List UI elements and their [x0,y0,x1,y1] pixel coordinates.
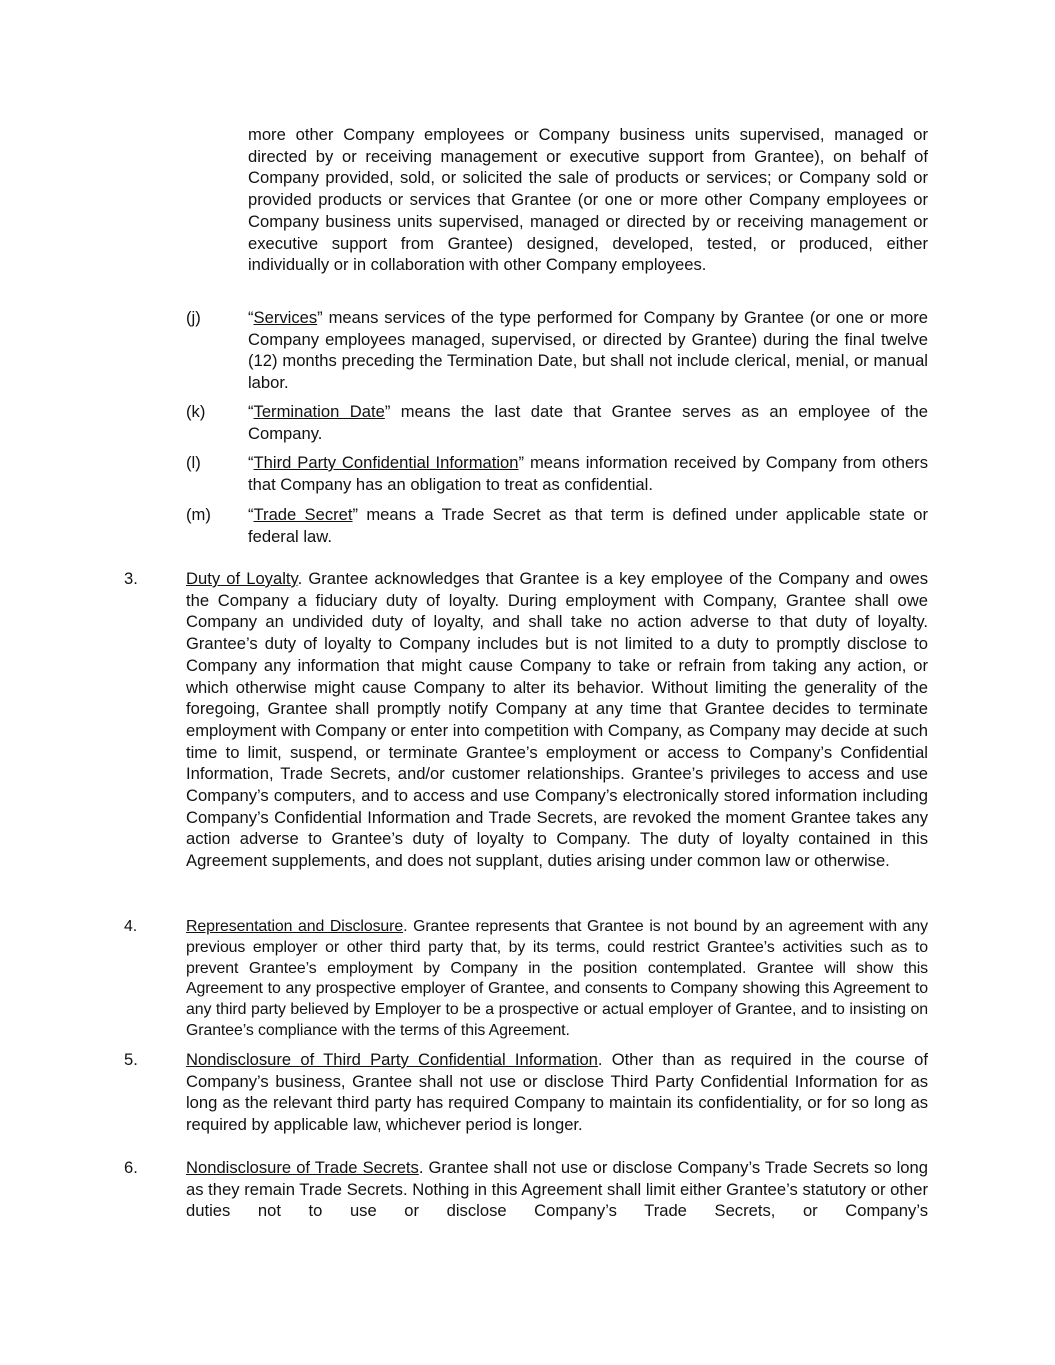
continuation-paragraph [248,124,928,276]
section-number-6: 6. [124,1158,138,1177]
definition-trade-secret [248,504,928,547]
defined-term-services: Services [253,308,318,327]
section-heading: Representation and Disclosure [186,918,404,935]
definition-text: ” means information received by Company from others that Company has an obligation to treat as confidential. [248,453,928,494]
section-number-4: 4. [124,918,138,935]
definition-label-m: (m) [186,505,211,524]
section-text: . Other than as required in the course of Company’s business, Grantee shall not use or disclose Third Party Confidential Information for as long as the relevant third party has required Company to maintain its confidentiality, or for so long as required by applicable law, whichever period is longer. [186,1050,928,1135]
section-representation-and-disclosure [186,917,928,1042]
section-text: . Grantee represents that Grantee is not bound by an agreement with any previous employer or other third party that, by its terms, could restrict Grantee’s activities such as to prevent Grantee’s employment by Company in the position contemplated. Grantee will show this Agreement to any prospective employer of Grantee, and consents to Company showing this Agreement to any third party believed by Employer to be a prospective or actual employer of Grantee, and to insisting on Grantee’s compliance with the terms of this Agreement. [186,918,928,1039]
section-duty-of-loyalty [186,568,928,872]
definition-text: ” means a Trade Secret as that term is defined under applicable state or federal law. [248,505,928,546]
definition-termination-date [248,401,928,444]
defined-term-third-party-confidential-information: Third Party Confidential Information [253,453,519,472]
definition-label-j: (j) [186,308,201,327]
section-nondisclosure-third-party [186,1049,928,1136]
section-nondisclosure-trade-secrets [186,1157,928,1222]
open-quote: “ [248,308,254,327]
definition-label-k: (k) [186,402,206,421]
section-heading: Nondisclosure of Trade Secrets [186,1158,419,1177]
continuation-text: more other Company employees or Company business units supervised, managed or directed by or receiving management or executive support from Grantee), on behalf of Company provided, sold, or solicited the sale of products or services; or Company sold or provided products or services that Grantee (or one or more other Company employees or Company business units supervised, managed or directed by or receiving management or executive support from Grantee) designed, developed, tested, or produced, either individually or in collaboration with other Company employees. [248,125,928,275]
defined-term-trade-secret: Trade Secret [253,505,353,524]
section-text: . Grantee acknowledges that Grantee is a key employee of the Company and owes the Company a fiduciary duty of loyalty. During employment with Company, Grantee shall owe Company an undivided duty of loyalty, and shall take no action adverse to that duty of loyalty. Grantee’s duty of loyalty to Company includes but is not limited to a duty to promptly disclose to Company any information that might cause Company to take or refrain from taking any action, or which otherwise might cause Company to alter its behavior. Without limiting the generality of the foregoing, Grantee shall promptly notify Company at any time that Grantee decides to terminate employment with Company or enter into competition with Company, as Company may decide at such time to limit, suspend, or terminate Grantee’s employment or access to Company’s Confidential Information, Trade Secrets, and/or customer relationships. Grantee’s privileges to access and use Company’s computers, and to access and use Company’s electronically stored information including Company’s Confidential Information and Trade Secrets, are revoked the moment Grantee takes any action adverse to Grantee’s duty of loyalty to Company. The duty of loyalty contained in this Agreement supplements, and does not supplant, duties arising under common law or otherwise. [186,569,928,871]
defined-term-termination-date: Termination Date [253,402,385,421]
section-text: . Grantee shall not use or disclose Company’s Trade Secrets so long as they remain Trade Secrets. Nothing in this Agreement shall limit either Grantee’s statutory or other duties not to use or disclose Company’s Trade Secrets, or Company’s [186,1158,928,1221]
open-quote: “ [248,453,254,472]
open-quote: “ [248,505,254,524]
open-quote: “ [248,402,254,421]
definition-services [248,307,928,394]
section-number-3: 3. [124,569,138,588]
definition-third-party-confidential-information [248,452,928,495]
section-heading: Duty of Loyalty [186,569,298,588]
section-heading: Nondisclosure of Third Party Confidential Information [186,1050,598,1069]
definition-text: ” means the last date that Grantee serves as an employee of the Company. [248,402,928,443]
definition-text: ” means services of the type performed for Company by Grantee (or one or more Company employees managed, supervised, or directed by Grantee) during the final twelve (12) months preceding the Termination Date, but shall not include clerical, menial, or manual labor. [248,308,928,393]
section-number-5: 5. [124,1050,138,1069]
definition-label-l: (l) [186,453,201,472]
